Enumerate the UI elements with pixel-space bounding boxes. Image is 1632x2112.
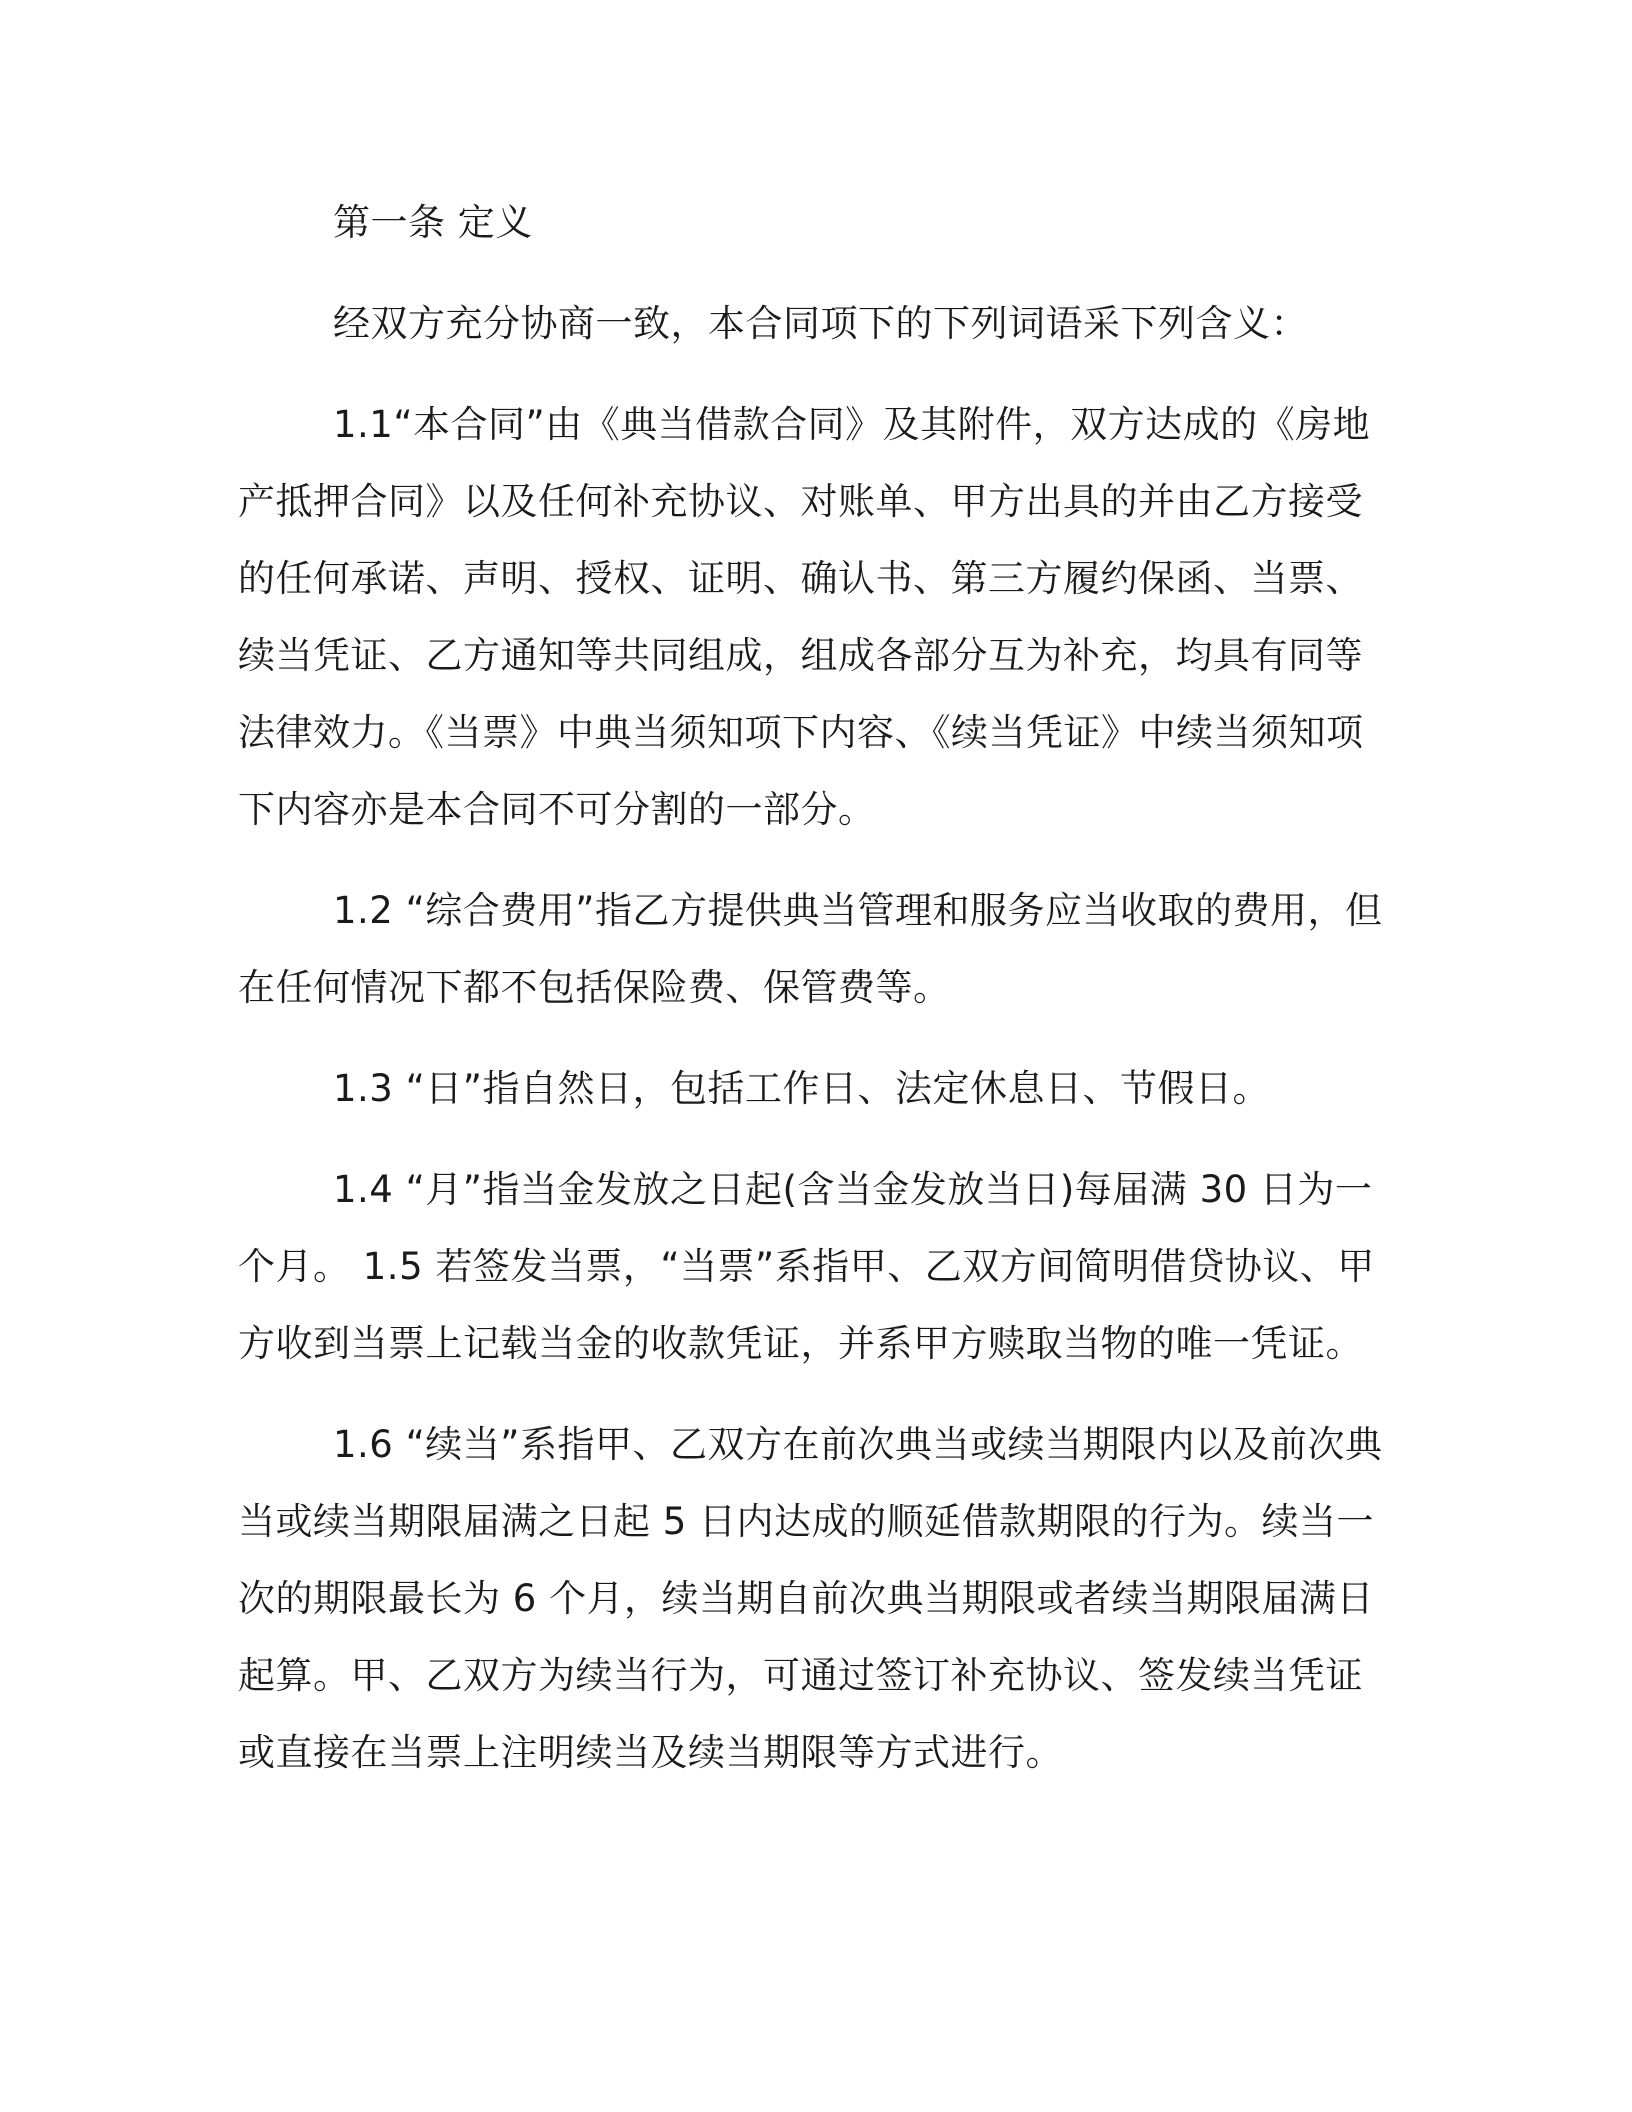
clause-1-1: 1.1“本合同”由《典当借款合同》及其附件，双方达成的《房地产抵押合同》以及任何补充协议、对账单、甲方出具的并由乙方接受的任何承诺、声明、授权、证明、确认书、第三方履约保函、当票、续当凭证、乙方通知等共同组成，组成各部分互为补充，均具有同等法律效力。《当票》中典当须知项下内容、《续当凭证》中续当须知项下内容亦是本合同不可分割的一部分。 [238,403,1371,831]
clause-1-3: 1.3 “日”指自然日，包括工作日、法定休息日、节假日。 [333,1067,1270,1110]
intro-paragraph: 经双方充分协商一致，本合同项下的下列词语采下列含义： [333,302,1308,345]
clause-1-2: 1.2 “综合费用”指乙方提供典当管理和服务应当收取的费用，但在任何情况下都不包括保险费、保管费等。 [238,889,1383,1009]
article-heading: 第一条 定义 [333,201,533,244]
spacer [238,261,1386,285]
clause-1-6: 1.6 “续当”系指甲、乙双方在前次典当或续当期限内以及前次典当或续当期限届满之日起 5 日内达成的顺延借款期限的行为。续当一次的期限最长为 6 个月，续当期自前次典当期限或者续当期限届满日起算。甲、乙双方为续当行为，可通过签订补充协议、签发续当凭证或直接在当票上注明续当及续当期限等方式进行。 [238,1423,1383,1774]
document-body [238,184,1386,1791]
spacer [238,848,1386,872]
spacer [238,1127,1386,1151]
spacer [238,1382,1386,1406]
spacer [238,1026,1386,1050]
clause-1-4-1-5: 1.4 “月”指当金发放之日起(含当金发放当日)每届满 30 日为一个月。 1.5 若签发当票，“当票”系指甲、乙双方间简明借贷协议、甲方收到当票上记载当金的收款凭证，并系甲方赎取当物的唯一凭证。 [238,1168,1375,1365]
spacer [238,362,1386,386]
